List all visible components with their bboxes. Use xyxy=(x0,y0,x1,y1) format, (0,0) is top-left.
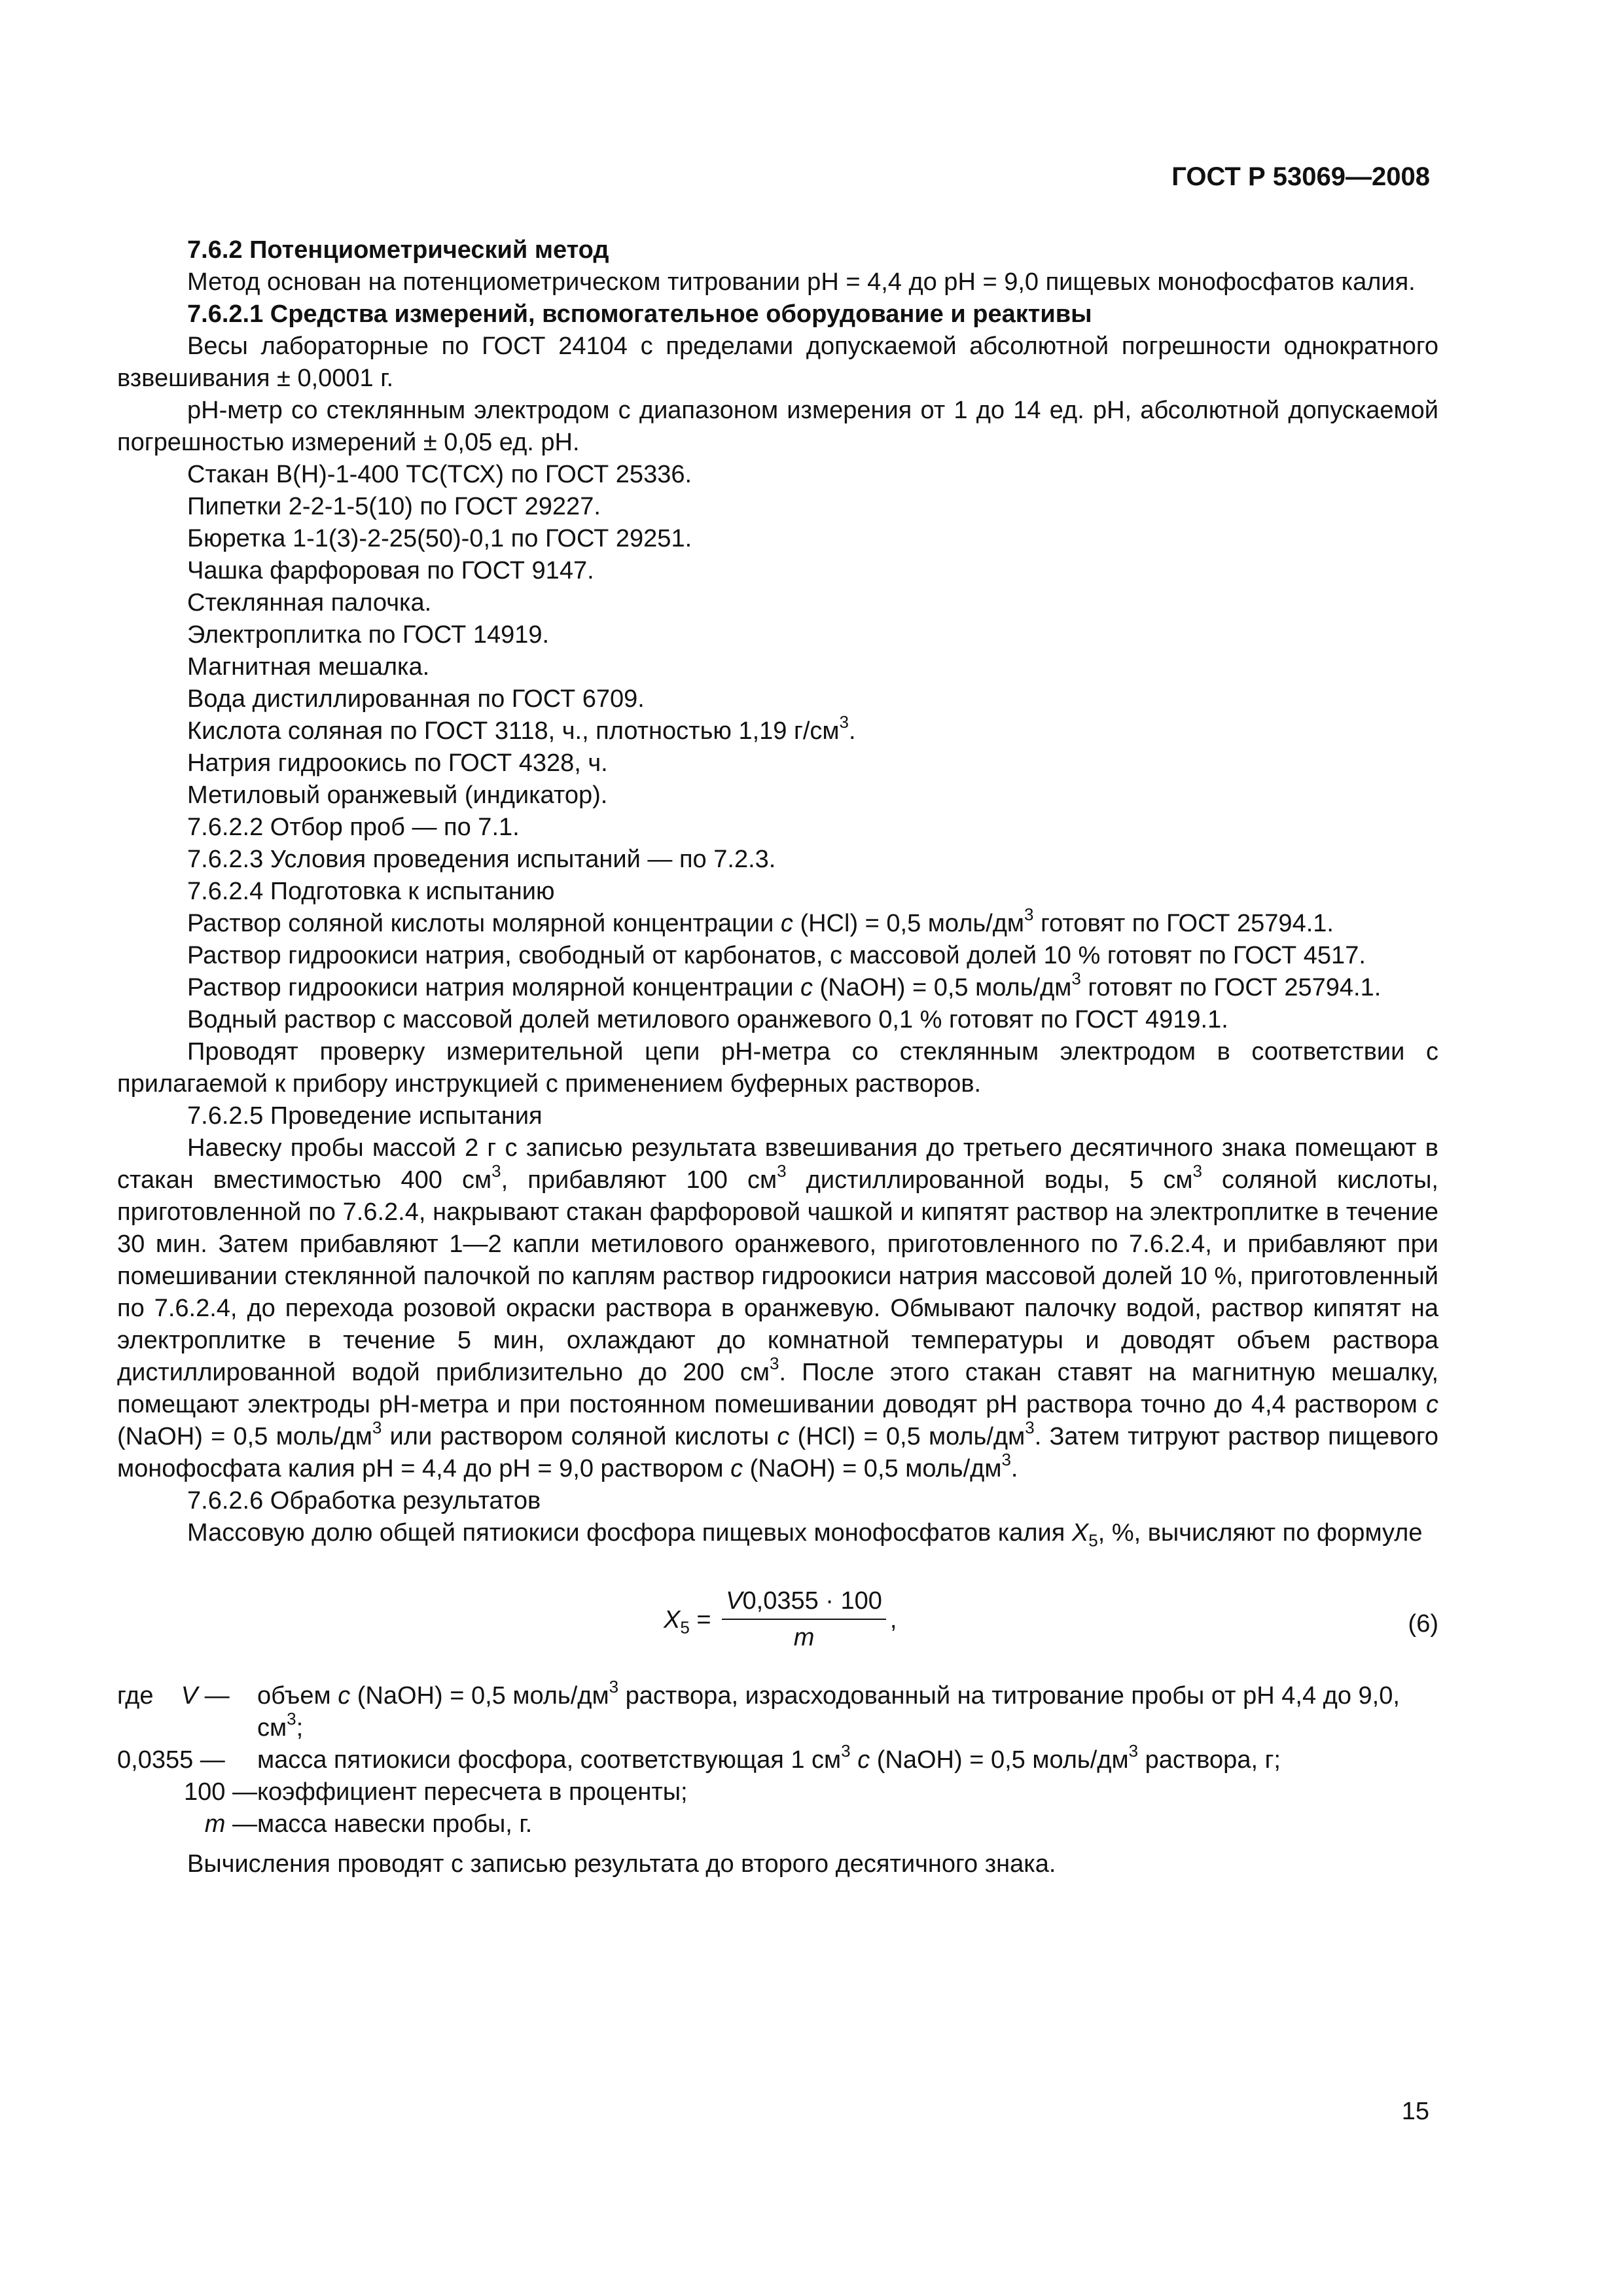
paragraph-ph-check: Проводят проверку измерительной цепи pH-метра со стеклянным электродом в соответствии с прилагаемой к прибору инструкцией с применением буферных растворов. xyxy=(117,1038,1438,1098)
list-item-acid: Кислота соляная по ГОСТ 3118, ч., плотностью 1,19 $г/см^3$. xyxy=(187,712,856,745)
list-item-burette: Бюретка 1-1(3)-2-25(50)-0,1 по ГОСТ 29251. xyxy=(187,525,692,552)
formula-denominator: m xyxy=(793,1624,815,1651)
paragraph-rounding: Вычисления проводят с записью результата до второго десятичного знака. xyxy=(187,1850,1056,1878)
page-body xyxy=(117,234,1438,1880)
paragraph-procedure: Навеску пробы массой 2 г с записью результата взвешивания до третьего десятичного знака помещают в стакан вместимостью 400 $см^3$, прибавляют 100 $см^3$ дистиллированной воды, 5 $см^3$ соляной кислоты, приготовленной по 7.6.2.4, накрывают стакан фарфоровой чашкой и кипятят раствор на электроплитке в течение 30 мин. Затем прибавляют 1—2 капли метилового оранжевого, приготовленного по 7.6.2.4, и прибавляют при помешивании стеклянной палочкой по каплям раствор гидроокиси натрия массовой долей 10 %, приготовленный по 7.6.2.4, до перехода розовой окраски раствора в оранжевую. Обмывают палочку водой, раствор кипятят на электроплитке в течение 5 мин, охлаждают до комнатной температуры и доводят объем раствора дистиллированной водой приблизительно до 200 $см^3$. После этого стакан ставят на магнитную мешалку, помещают электроды pH-метра и при постоянном помешивании доводят pH раствора точно до 4,4 раствором c (NaOH) = 0,5 моль/$дм^3$ или раствором соляной кислоты c (HCl) = 0,5 моль/$дм^3$. Затем титруют раствор пищевого монофосфата калия pH = 4,4 до pH = 9,0 раствором c (NaOH) = 0,5 моль/$дм^3$. xyxy=(117,1134,1439,1482)
paragraph-naoh-molar: Раствор гидроокиси натрия молярной концентрации c (NaOH) = 0,5 моль/$дм^3$ готовят по ГОСТ 25794.1. xyxy=(187,969,1382,1001)
section-heading-7-6-2-6: 7.6.2.6 Обработка результатов xyxy=(187,1487,541,1515)
formula-lhs: $X_5$ xyxy=(664,1605,690,1638)
list-item-glass-rod: Стеклянная палочка. xyxy=(187,589,432,617)
document-id-header: ГОСТ Р 53069—2008 xyxy=(1171,162,1430,191)
legend-def-100: коэффициент пересчета в проценты; xyxy=(257,1778,688,1806)
legend-def-m: масса навески пробы, г. xyxy=(257,1810,533,1838)
list-item-beaker: Стакан В(Н)-1-400 ТС(ТСХ) по ГОСТ 25336. xyxy=(187,461,692,488)
section-heading-7-6-2-5: 7.6.2.5 Проведение испытания xyxy=(187,1102,543,1130)
section-heading-7-6-2: 7.6.2 Потенциометрический метод xyxy=(187,236,609,264)
formula-fraction xyxy=(722,1586,886,1654)
formula-legend xyxy=(117,1677,1438,1840)
formula-number: (6) xyxy=(1408,1610,1438,1638)
page-number: 15 xyxy=(1401,2098,1429,2125)
list-item-indicator: Метиловый оранжевый (индикатор). xyxy=(187,781,608,809)
legend-term-0-0355: 0,0355 — xyxy=(117,1746,225,1774)
paragraph-scales: Весы лабораторные по ГОСТ 24104 с пределами допускаемой абсолютной погрешности однократного взвешивания ± 0,0001 г. xyxy=(117,332,1438,392)
formula-6 xyxy=(117,1574,1438,1666)
formula-trailing-comma: , xyxy=(889,1605,897,1634)
legend-term-m: m — xyxy=(204,1810,257,1838)
list-item-hotplate: Электроплитка по ГОСТ 14919. xyxy=(187,621,550,649)
legend-row-100 xyxy=(117,1776,1438,1808)
section-heading-7-6-2-1: 7.6.2.1 Средства измерений, вспомогательное оборудование и реактивы xyxy=(187,300,1092,328)
formula-equals: = xyxy=(689,1605,719,1634)
list-item-dish: Чашка фарфоровая по ГОСТ 9147. xyxy=(187,557,594,584)
formula-numerator: V0,0355 · 100 xyxy=(722,1586,886,1620)
legend-row-0-0355 xyxy=(117,1741,1438,1776)
legend-term-100: 100 — xyxy=(184,1778,257,1806)
section-heading-7-6-2-4: 7.6.2.4 Подготовка к испытанию xyxy=(187,878,555,905)
legend-row-m xyxy=(117,1808,1438,1840)
legend-term-v: где V — xyxy=(117,1682,230,1710)
paragraph-methyl-orange: Водный раствор с массовой долей метилового оранжевого 0,1 % готовят по ГОСТ 4919.1. xyxy=(187,1006,1228,1033)
legend-def-v: объем c (NaOH) = 0,5 моль/$дм^3$ раствора, израсходованный на титрование пробы от pH 4,4 до 9,0, $см^3$; xyxy=(257,1677,1400,1742)
paragraph-method: Метод основан на потенциометрическом титровании pH = 4,4 до pH = 9,0 пищевых монофосфатов калия. xyxy=(187,268,1416,296)
paragraph-formula-intro: Массовую долю общей пятиокиси фосфора пищевых монофосфатов калия $X_5$, %, вычисляют по формуле xyxy=(187,1519,1423,1551)
list-item-sodium-hydroxide: Натрия гидроокись по ГОСТ 4328, ч. xyxy=(187,749,608,777)
section-heading-7-6-2-2: 7.6.2.2 Отбор проб — по 7.1. xyxy=(187,814,520,841)
paragraph-hcl-solution: Раствор соляной кислоты молярной концентрации c (HCl) = 0,5 моль/$дм^3$ готовят по ГОСТ 25794.1. xyxy=(187,905,1334,937)
paragraph-naoh-carbonate-free: Раствор гидроокиси натрия, свободный от карбонатов, с массовой долей 10 % готовят по ГОСТ 4517. xyxy=(187,942,1366,969)
list-item-pipettes: Пипетки 2-2-1-5(10) по ГОСТ 29227. xyxy=(187,493,601,520)
formula-expression xyxy=(664,1586,897,1654)
list-item-water: Вода дистиллированная по ГОСТ 6709. xyxy=(187,685,645,713)
legend-def-0-0355: масса пятиокиси фосфора, соответствующая 1 $см^3$ c (NaOH) = 0,5 моль/$дм^3$ раствора, г; xyxy=(257,1741,1281,1774)
legend-row-v xyxy=(117,1677,1438,1744)
list-item-stirrer: Магнитная мешалка. xyxy=(187,653,430,681)
paragraph-ph-meter: pH-метр со стеклянным электродом с диапазоном измерения от 1 до 14 ед. pH, абсолютной допускаемой погрешностью измерений ± 0,05 ед. pH. xyxy=(117,397,1438,456)
section-heading-7-6-2-3: 7.6.2.3 Условия проведения испытаний — по 7.2.3. xyxy=(187,846,776,873)
